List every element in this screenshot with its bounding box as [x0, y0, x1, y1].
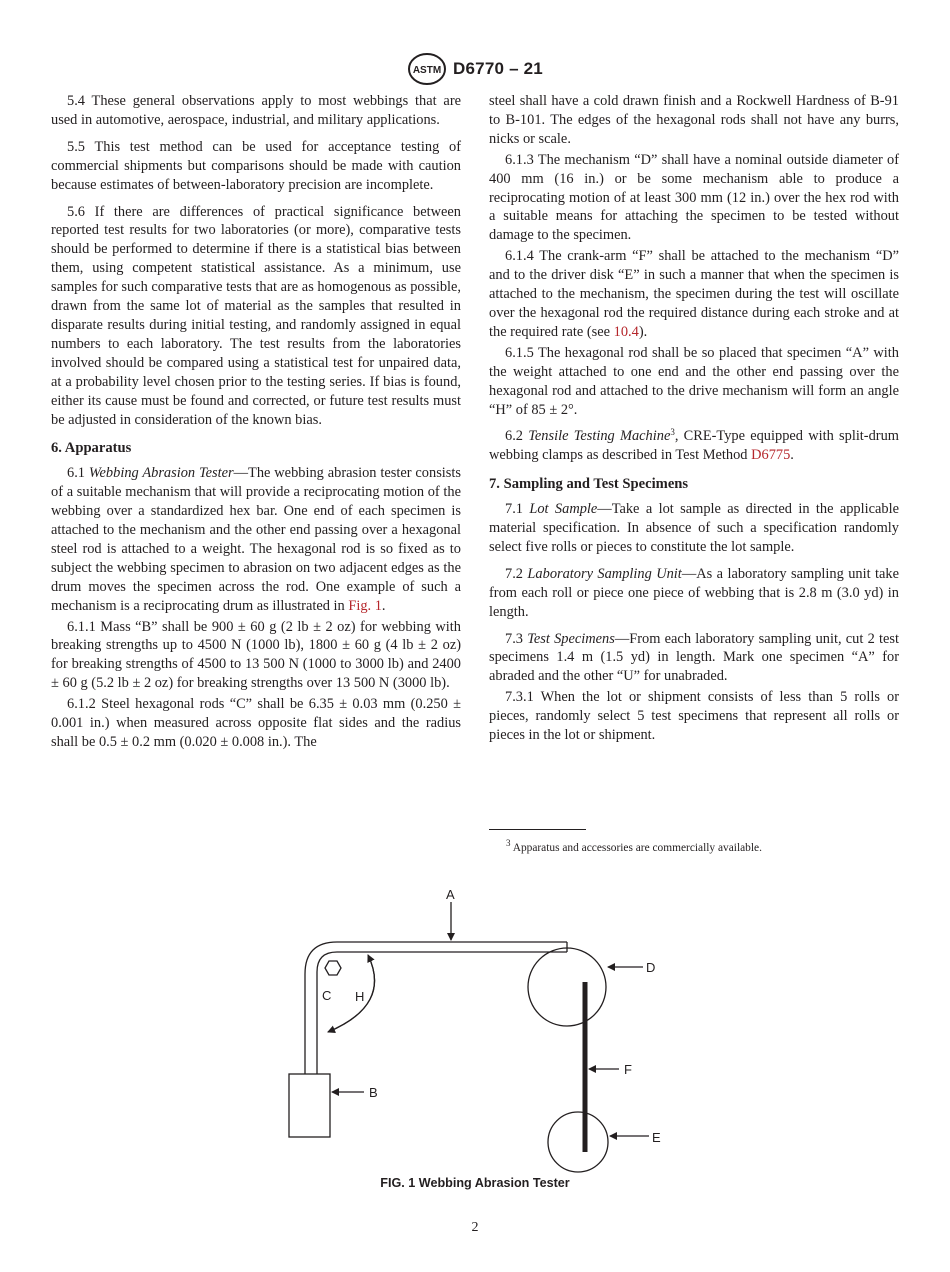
paragraph-7-3-number: 7.3: [505, 630, 528, 647]
paragraph-6-2-end: .: [790, 447, 794, 464]
paragraph-6-2-number: 6.2: [505, 428, 529, 445]
webbing-abrasion-tester-diagram: [0, 880, 950, 1180]
left-column: [51, 92, 461, 760]
paragraph-6-1-text: —The webbing abrasion tester consists of a suitable mechanism that will provide a reciprocating motion of the webbing over a standardized hex bar. One end of each specimen is attached to the mechanism and the other end passing over a hexagonal steel rod is attached to a weight. The hexagonal rod is so fixed as to subject the webbing specimen to abrasion on two adjacent edges as the drum moves the specimen across the rod. One example of such a mechanism is a reciprocating drum as illustrated in: [51, 465, 461, 614]
paragraph-6-1-2: 6.1.2 Steel hexagonal rods “C” shall be 6.35 ± 0.03 mm (0.250 ± 0.001 in.) when measured across opposite flat sides and the radius shall be 0.5 ± 0.2 mm (0.020 ± 0.008 in.). The: [51, 696, 461, 750]
paragraph-7-3-title: Test Specimens: [527, 630, 615, 647]
paragraph-5-6: 5.6 If there are differences of practical significance between reported test results for two laboratories (or more), comparative tests should be performed to determine if there is a statistical bias between them, using competent statistical assistance. As a minimum, use samples for such comparative tests that are as homogenous as possible, drawn from the same lot of material as the samples that resulted in disparate results during initial testing, and randomly assigned in equal numbers to each laboratory. The test results from the laboratories involved should be compared using a statistical test for unpaired data, at a probability level chosen prior to the testing series. If bias is found, either its cause must be found and corrected, or future test results must be adjusted in consideration of the known bias.: [51, 203, 461, 428]
section-heading-sampling: 7. Sampling and Test Specimens: [489, 476, 689, 493]
paragraph-5-4: 5.4 These general observations apply to most webbings that are used in automotive, aerospace, industrial, and military applications.: [51, 93, 461, 128]
paragraph-7-2: [489, 565, 899, 622]
drum-mechanism: [528, 948, 606, 1026]
webbing-inner-edge: [317, 952, 567, 1074]
paragraph-7-2-number: 7.2: [505, 565, 528, 582]
footnote-text: Apparatus and accessories are commercially available.: [510, 842, 762, 854]
paragraph-7-2-text: —As a laboratory sampling unit take from each roll or piece one piece of webbing that is 2.8 m (3.0 yd) in length.: [489, 565, 899, 620]
driver-disk: [548, 1112, 608, 1172]
hexagonal-rod: [325, 961, 341, 975]
paragraph-6-1-2-continued: steel shall have a cold drawn finish and a Rockwell Hardness of B-91 to B-101. The edges of the hexagonal rods shall not have any burrs, nicks or scale.: [489, 93, 899, 147]
paragraph-6-1-end: .: [381, 597, 386, 614]
paragraph-7-3: [489, 630, 899, 687]
paragraph-5-5: 5.5 This test method can be used for acceptance testing of commercial shipments but comparisons should be made with caution because estimates of between-laboratory precision are incomplete.: [51, 138, 461, 193]
d6775-link[interactable]: D6775: [751, 447, 791, 464]
paragraph-6-1: [51, 464, 461, 615]
figure-caption: FIG. 1 Webbing Abrasion Tester: [380, 1176, 570, 1190]
section-10-4-link[interactable]: 10.4: [613, 323, 639, 340]
footnote-3: [506, 838, 899, 855]
mass-block: [289, 1074, 330, 1137]
footnote-number: 3: [506, 838, 511, 848]
paragraph-7-3-1: 7.3.1 When the lot or shipment consists of less than 5 rolls or pieces, randomly select 5 test specimens that represent all rolls or pieces in the lot or shipment.: [489, 689, 899, 744]
right-column: [489, 92, 899, 753]
paragraph-7-1-text: —Take a lot sample as directed in the applicable material specification. In absence of such a specification randomly select five rolls or pieces to constitute the lot sample.: [489, 501, 899, 555]
paragraph-6-2-text: , CRE-Type equipped with split-drum webbing clamps as described in Test Method: [489, 428, 899, 464]
page-header: [0, 52, 950, 86]
fig-1-link[interactable]: Fig. 1: [348, 597, 382, 614]
footnote-divider: [489, 829, 586, 830]
label-a: A: [446, 887, 455, 902]
label-f: F: [624, 1062, 632, 1077]
astm-logo-icon: [407, 52, 447, 86]
paragraph-6-2-title: Tensile Testing Machine: [528, 428, 671, 445]
paragraph-7-3-text: —From each laboratory sampling unit, cut 2 test specimens 1.4 m (1.5 yd) in length. Mark one specimen “A” for abraded and the other “U” for unabraded.: [489, 630, 899, 685]
figure-1: [0, 880, 950, 1180]
paragraph-6-1-4-text: 6.1.4 The crank-arm “F” shall be attached to the mechanism “D” and to the driver disk “E” in such a manner that when the specimen is attached to the mechanism, the specimen during the test will oscillate over the hexagonal rod the required distance during each stroke and at the required rate (see: [489, 248, 899, 340]
label-h: H: [355, 989, 365, 1004]
angle-arc: [328, 955, 375, 1032]
paragraph-6-1-5: 6.1.5 The hexagonal rod shall be so placed that specimen “A” with the weight attached to one end and the other end passing over the hexagonal rod and attached to the drive mechanism will form an angle “H” of 85 ± 2°.: [489, 344, 899, 418]
label-e: E: [652, 1130, 661, 1145]
paragraph-6-1-4-end: ).: [638, 323, 648, 340]
paragraph-6-1-3: 6.1.3 The mechanism “D” shall have a nominal outside diameter of 400 mm (16 in.) or be some mechanism able to produce a reciprocating motion of at least 300 mm (12 in.) over the hex rod with a suitable means for attaching the specimen to be tested without damage to the specimen.: [489, 151, 899, 244]
label-b: B: [369, 1085, 378, 1100]
section-heading-apparatus: 6. Apparatus: [51, 440, 132, 457]
label-c: C: [322, 988, 332, 1003]
paragraph-6-1-title: Webbing Abrasion Tester: [88, 465, 234, 482]
paragraph-6-1-4: [489, 247, 899, 342]
paragraph-7-2-title: Laboratory Sampling Unit: [527, 565, 682, 582]
standard-designation: D6770 – 21: [453, 59, 543, 78]
paragraph-7-1-title: Lot Sample: [529, 501, 598, 518]
angle-arc-reverse: [328, 955, 375, 1032]
astm-logo-text: ASTM: [412, 65, 442, 76]
paragraph-6-1-number: 6.1: [67, 465, 89, 482]
footnote-3-marker: 3: [670, 427, 675, 438]
paragraph-7-1: [489, 500, 899, 557]
paragraph-6-2: [489, 427, 899, 465]
label-d: D: [646, 960, 656, 975]
paragraph-6-1-1: 6.1.1 Mass “B” shall be 900 ± 60 g (2 lb ± 2 oz) for webbing with breaking strengths up to 4500 N (1000 lb), 1800 ± 60 g (4 lb ± 2 oz) for breaking strengths of 4500 to 13 500 N (1000 to 3000 lb) and 2400 ± 60 g (5.2 lb ± 2 oz) for breaking strengths over 13 500 N (3000 lb).: [51, 618, 461, 692]
webbing-outer-edge: [305, 942, 567, 1074]
page-number: 2: [471, 1220, 479, 1235]
paragraph-7-1-number: 7.1: [505, 501, 530, 518]
